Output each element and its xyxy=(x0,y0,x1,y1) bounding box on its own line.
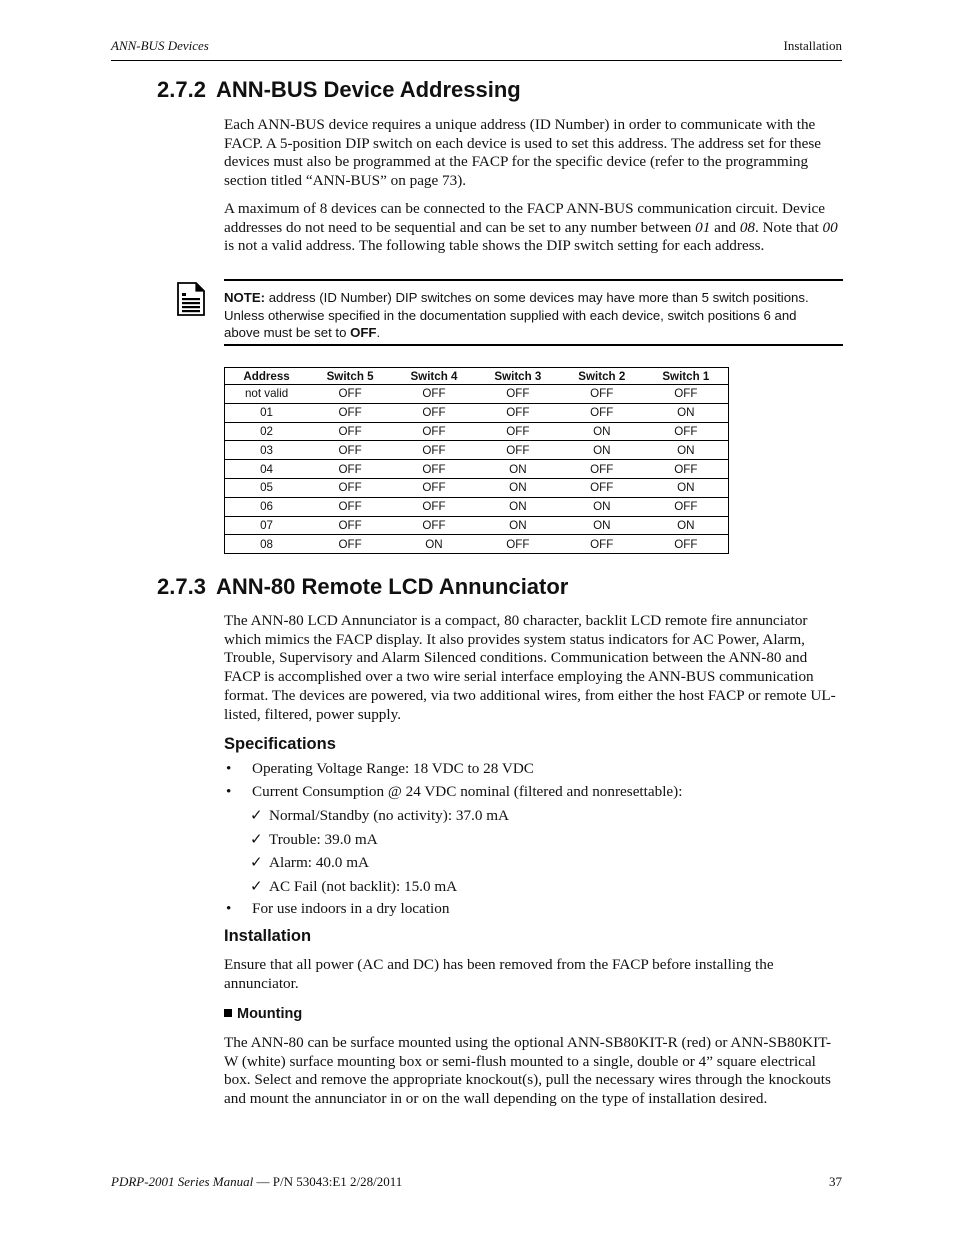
cell-switch-3: OFF xyxy=(476,385,560,404)
table-row xyxy=(225,516,729,535)
cell-switch-1: OFF xyxy=(644,385,729,404)
check-normal: Normal/Standby (no activity): 37.0 mA xyxy=(269,807,510,824)
cell-switch-2: ON xyxy=(560,422,644,441)
cell-switch-4: OFF xyxy=(392,516,476,535)
spec-indoors: For use indoors in a dry location xyxy=(252,900,450,917)
running-header xyxy=(111,38,842,61)
list-item: • Current Consumption @ 24 VDC nominal (filtered and nonresettable): xyxy=(226,783,683,801)
table-row xyxy=(225,441,729,460)
note-text xyxy=(224,289,824,342)
cell-switch-5: OFF xyxy=(308,441,392,460)
check-item xyxy=(250,830,509,854)
cell-switch-1: OFF xyxy=(644,535,729,554)
dip-switch-table xyxy=(224,367,729,554)
para-272-text-d: is not a valid address. The following table shows the DIP switch setting for each address. xyxy=(224,237,765,255)
cell-switch-1: ON xyxy=(644,441,729,460)
cell-address: 07 xyxy=(225,516,309,535)
para-272-italic-08: 08 xyxy=(739,218,755,236)
cell-switch-4: OFF xyxy=(392,460,476,479)
cell-switch-5: OFF xyxy=(308,497,392,516)
cell-address: 06 xyxy=(225,497,309,516)
cell-switch-4: OFF xyxy=(392,441,476,460)
table-row xyxy=(225,422,729,441)
heading-272-number: 2.7.2 xyxy=(157,77,206,102)
note-label: NOTE: xyxy=(224,290,266,305)
heading-272-title: ANN-BUS Device Addressing xyxy=(215,77,521,102)
cell-switch-4: OFF xyxy=(392,497,476,516)
list-item: • For use indoors in a dry location xyxy=(226,900,450,917)
specs-list-2 xyxy=(224,900,844,923)
cell-switch-1: OFF xyxy=(644,497,729,516)
mounting-heading xyxy=(224,1006,302,1022)
table-header-row xyxy=(225,368,729,385)
col-header-switch-5: Switch 5 xyxy=(308,368,392,385)
note-body: address (ID Number) DIP switches on some devices may have more than 5 switch positions. Unless otherwise specified in the documentation supplied with each device, switch positions 6 and above must be set to xyxy=(224,290,809,340)
para-272-intro: Each ANN-BUS device requires a unique address (ID Number) in order to communicate with the FACP. A 5-position DIP switch on each device is used to set this address. The address set for these devices must also be programmed at the FACP for the specific device (refer to the programming section titled “ANN-BUS” on page 73). xyxy=(224,116,822,190)
para-272-italic-01: 01 xyxy=(695,218,711,236)
para-272-text-b: and xyxy=(710,218,740,236)
cell-switch-4: OFF xyxy=(392,385,476,404)
footer-citation xyxy=(111,1174,402,1190)
cell-switch-3: ON xyxy=(476,460,560,479)
cell-switch-4: OFF xyxy=(392,403,476,422)
header-chapter: ANN-BUS Devices xyxy=(111,38,209,53)
note-period: . xyxy=(376,325,381,340)
heading-272 xyxy=(157,77,521,103)
table-row xyxy=(225,497,729,516)
table-row xyxy=(225,460,729,479)
spec-current: Current Consumption @ 24 VDC nominal (filtered and nonresettable): xyxy=(252,783,683,801)
col-header-switch-2: Switch 2 xyxy=(560,368,644,385)
cell-switch-1: ON xyxy=(644,403,729,422)
cell-address: 01 xyxy=(225,403,309,422)
cell-switch-2: ON xyxy=(560,497,644,516)
cell-switch-4: ON xyxy=(392,535,476,554)
cell-switch-5: OFF xyxy=(308,422,392,441)
cell-switch-3: ON xyxy=(476,516,560,535)
check-item xyxy=(250,806,509,830)
check-item xyxy=(250,877,509,901)
check-alarm: Alarm: 40.0 mA xyxy=(269,854,369,871)
list-item: • Operating Voltage Range: 18 VDC to 28 VDC xyxy=(226,760,534,777)
specifications-heading: Specifications xyxy=(224,735,336,753)
cell-switch-2: ON xyxy=(560,441,644,460)
para-272-text-a: A maximum of 8 devices can be connected to the FACP ANN-BUS communication circuit. Device addresses do not need to be sequential and can be set to any number between xyxy=(224,200,826,236)
cell-address: 05 xyxy=(225,478,309,497)
table-row xyxy=(225,478,729,497)
checkmark-icon: ✓ xyxy=(250,806,263,824)
cell-address: 02 xyxy=(225,422,309,441)
cell-switch-2: OFF xyxy=(560,535,644,554)
cell-switch-5: OFF xyxy=(308,478,392,497)
para-272-text-c: . Note that xyxy=(755,218,823,236)
heading-273 xyxy=(157,574,568,600)
check-ac-fail: AC Fail (not backlit): 15.0 mA xyxy=(269,877,458,895)
note-box xyxy=(224,279,843,346)
table-row xyxy=(225,535,729,554)
heading-273-number: 2.7.3 xyxy=(157,574,206,599)
cell-switch-2: OFF xyxy=(560,403,644,422)
cell-switch-2: OFF xyxy=(560,478,644,497)
cell-switch-5: OFF xyxy=(308,535,392,554)
cell-switch-1: ON xyxy=(644,478,729,497)
spec-voltage: Operating Voltage Range: 18 VDC to 28 VDC xyxy=(252,760,534,777)
cell-switch-1: ON xyxy=(644,516,729,535)
checkmark-icon: ✓ xyxy=(250,853,263,871)
para-272-italic-00: 00 xyxy=(822,218,838,236)
cell-switch-2: OFF xyxy=(560,460,644,479)
footer-dash: — xyxy=(253,1174,273,1189)
checkmark-icon: ✓ xyxy=(250,829,263,848)
installation-heading: Installation xyxy=(224,927,312,945)
current-checklist xyxy=(250,806,509,900)
cell-switch-5: OFF xyxy=(308,403,392,422)
cell-address: 03 xyxy=(225,441,309,460)
table-body xyxy=(225,385,729,554)
cell-switch-5: OFF xyxy=(308,385,392,404)
cell-switch-2: ON xyxy=(560,516,644,535)
cell-switch-1: OFF xyxy=(644,460,729,479)
check-trouble: Trouble: 39.0 mA xyxy=(269,830,378,848)
para-installation: Ensure that all power (AC and DC) has been removed from the FACP before installing the annunciator. xyxy=(224,956,774,992)
col-header-address: Address xyxy=(225,368,309,385)
cell-switch-5: OFF xyxy=(308,460,392,479)
cell-switch-3: OFF xyxy=(476,441,560,460)
col-header-switch-3: Switch 3 xyxy=(476,368,560,385)
col-header-switch-4: Switch 4 xyxy=(392,368,476,385)
cell-switch-3: OFF xyxy=(476,535,560,554)
cell-switch-3: ON xyxy=(476,478,560,497)
para-272-max-devices xyxy=(224,200,842,256)
check-item xyxy=(250,853,509,877)
cell-switch-2: OFF xyxy=(560,385,644,404)
note-off-emphasis: OFF xyxy=(350,325,377,340)
heading-273-title: ANN-80 Remote LCD Annunciator xyxy=(215,574,569,599)
table-row xyxy=(225,385,729,404)
para-mounting: The ANN-80 can be surface mounted using the optional ANN-SB80KIT-R (red) or ANN-SB80KIT-W (white) surface mounting box or semi-flush mounted to a single, double or 4” square electrical box. Select and remove the appropriate knockout(s), pull the necessary wires through the knockouts and mount the annunciator in or on the wall depending on the type of installation desired. xyxy=(224,1034,832,1108)
table-row xyxy=(225,403,729,422)
header-section: Installation xyxy=(783,38,842,53)
cell-address: not valid xyxy=(225,385,309,404)
para-273-intro: The ANN-80 LCD Annunciator is a compact, 80 character, backlit LCD remote fire annunciator which mimics the FACP display. It also provides system status indicators for AC Power, Alarm, Trouble, Supervisory and Alarm Silenced conditions. Communication between the ANN-80 and FACP is accomplished over a two wire serial interface employing the ANN-BUS communication format. The devices are powered, via two additional wires, from either the host FACP or remote UL-listed, filtered, power supply. xyxy=(224,612,836,723)
page-number: 37 xyxy=(829,1174,842,1189)
square-bullet-icon xyxy=(224,1009,232,1017)
cell-switch-4: OFF xyxy=(392,478,476,497)
mounting-heading-text: Mounting xyxy=(237,1006,303,1022)
cell-switch-3: ON xyxy=(476,497,560,516)
cell-switch-4: OFF xyxy=(392,422,476,441)
checkmark-icon: ✓ xyxy=(250,876,263,895)
cell-switch-1: OFF xyxy=(644,422,729,441)
note-icon xyxy=(177,282,205,316)
cell-address: 04 xyxy=(225,460,309,479)
footer-part-number: P/N 53043:E1 2/28/2011 xyxy=(272,1174,403,1189)
cell-address: 08 xyxy=(225,535,309,554)
footer-manual-title: PDRP-2001 Series Manual xyxy=(111,1174,254,1189)
cell-switch-3: OFF xyxy=(476,422,560,441)
cell-switch-5: OFF xyxy=(308,516,392,535)
col-header-switch-1: Switch 1 xyxy=(644,368,729,385)
cell-switch-3: OFF xyxy=(476,403,560,422)
specs-list xyxy=(224,760,844,807)
